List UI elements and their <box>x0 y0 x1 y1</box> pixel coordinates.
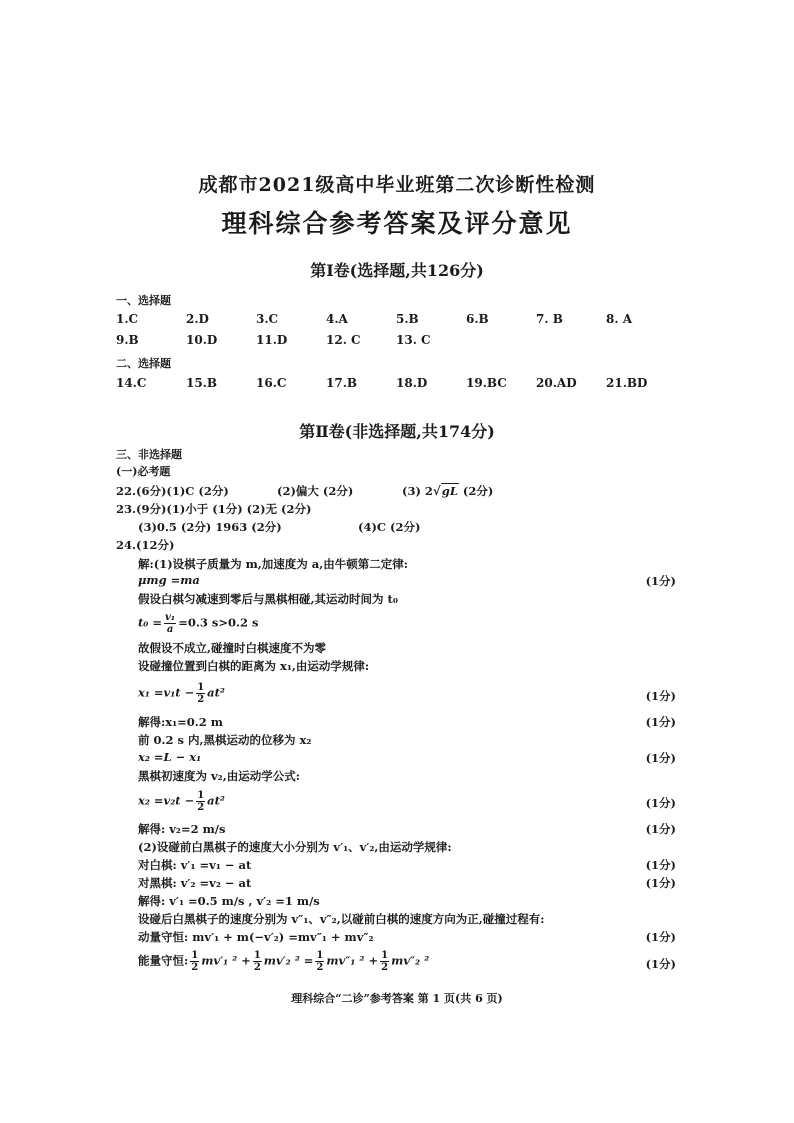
x1-rhs: at² <box>207 685 225 700</box>
answer-6: 6.B <box>466 312 489 326</box>
answer-16: 16.C <box>256 376 287 390</box>
q24-line-18: 设碰后白黑棋子的速度分别为 v″₁、v″₂,以碰前白棋的速度方向为正,碰撞过程有: <box>138 912 545 926</box>
score-7: (1分) <box>645 858 676 872</box>
q23-line-1: 23.(9分)(1)小于 (1分) (2)无 (2分) <box>116 502 312 516</box>
fraction-numerator: 1 <box>381 950 389 961</box>
q23-line-2b: (4)C (2分) <box>358 520 421 534</box>
q24-line-20 <box>138 950 429 973</box>
answer-17: 17.B <box>326 376 358 390</box>
sqrt-gl: gL <box>441 484 458 498</box>
answer-20: 20.AD <box>536 376 577 390</box>
t0-rhs: =0.3 s>0.2 s <box>178 615 259 630</box>
fraction-numerator: 1 <box>316 950 324 961</box>
q24-line-19: 动量守恒: mv′₁ + m(−v′₂) =mv″₁ + mv″₂ <box>138 930 374 944</box>
page-footer: 理科综合“二诊”参考答案 第 1 页(共 6 页) <box>291 992 503 1005</box>
fraction-denominator: 2 <box>191 962 199 973</box>
answer-4: 4.A <box>326 312 348 326</box>
score-4: (1分) <box>645 751 676 765</box>
q24-header: 24.(12分) <box>116 538 175 552</box>
score-9: (1分) <box>645 930 676 944</box>
answer-7: 7. B <box>536 312 563 326</box>
fraction-half <box>190 950 199 973</box>
q24-line-1: 解:(1)设棋子质量为 m,加速度为 a,由牛顿第二定律: <box>138 557 409 571</box>
q24-line-5: 故假设不成立,碰撞时白棋速度不为零 <box>138 641 327 655</box>
q24-line-14: (2)设碰前白黑棋子的速度大小分别为 v′₁、v′₂,由运动学规律: <box>138 840 452 854</box>
fraction-half <box>253 950 262 973</box>
answer-19: 19.BC <box>466 376 507 390</box>
section-three-label: 三、非选择题 <box>116 448 182 461</box>
energy-term-3: mv″₁ ² + <box>326 953 379 968</box>
answer-9: 9.B <box>116 333 139 347</box>
fraction-v1-over-a <box>164 612 176 635</box>
x1-lhs: x₁ =v₁t − <box>138 685 195 700</box>
fraction-numerator: v₁ <box>165 612 176 623</box>
score-1: (1分) <box>645 574 676 588</box>
answer-2: 2.D <box>186 312 209 326</box>
q24-line-11: 黑棋初速度为 v₂,由运动学公式: <box>138 769 300 783</box>
fraction-half <box>196 790 205 813</box>
q24-line-3: 假设白棋匀减速到零后与黑棋相碰,其运动时间为 t₀ <box>138 592 398 606</box>
answer-11: 11.D <box>256 333 288 347</box>
answer-15: 15.B <box>186 376 218 390</box>
q23-line-2a: (3)0.5 (2分) 1963 (2分) <box>138 520 282 534</box>
fraction-numerator: 1 <box>197 790 205 801</box>
part2-heading: 第Ⅱ卷(非选择题,共174分) <box>299 422 495 441</box>
q22-answer-3-score: (2分) <box>458 484 494 498</box>
q22-answer-1: 22.(6分)(1)C (2分) <box>116 484 229 498</box>
q24-line-2: μmg =ma <box>138 573 200 587</box>
score-6: (1分) <box>645 822 676 836</box>
fraction-denominator: 2 <box>197 694 205 705</box>
energy-term-4: mv″₂ ² <box>391 953 430 968</box>
q24-line-7 <box>138 682 225 705</box>
section-one-label: 一、选择题 <box>116 294 171 307</box>
q24-line-8: 解得:x₁=0.2 m <box>138 715 223 729</box>
fraction-denominator: a <box>166 624 174 635</box>
fraction-numerator: 1 <box>253 950 261 961</box>
t0-lhs: t₀ = <box>138 615 162 630</box>
answer-8: 8. A <box>606 312 633 326</box>
answer-12: 12. C <box>326 333 361 347</box>
q24-line-6: 设碰撞位置到白棋的距离为 x₁,由运动学规律: <box>138 659 370 673</box>
fraction-denominator: 2 <box>381 962 389 973</box>
energy-term-1: mv′₁ ² + <box>201 953 251 968</box>
answer-21: 21.BD <box>606 376 648 390</box>
q24-line-9: 前 0.2 s 内,黑棋运动的位移为 x₂ <box>138 733 312 747</box>
q22-answer-3-prefix: (3) 2 <box>402 484 433 498</box>
q24-line-15: 对白棋: v′₁ =v₁ − at <box>138 858 252 872</box>
answer-10: 10.D <box>186 333 218 347</box>
x2-rhs: at² <box>207 793 225 808</box>
fraction-denominator: 2 <box>253 962 261 973</box>
score-10: (1分) <box>645 957 676 971</box>
answer-1: 1.C <box>116 312 139 326</box>
answer-3: 3.C <box>256 312 279 326</box>
score-5: (1分) <box>645 796 676 810</box>
document-title-line1: 成都市2021级高中毕业班第二次诊断性检测 <box>198 174 596 196</box>
answer-5: 5.B <box>396 312 419 326</box>
score-2: (1分) <box>645 689 676 703</box>
required-questions-label: (一)必考题 <box>116 465 171 478</box>
q24-line-13: 解得: v₂=2 m/s <box>138 822 226 836</box>
fraction-half <box>315 950 324 973</box>
fraction-numerator: 1 <box>197 682 205 693</box>
fraction-denominator: 2 <box>197 802 205 813</box>
q24-line-16: 对黑棋: v′₂ =v₂ − at <box>138 876 252 890</box>
q22-answer-3: (3) 2√gL (2分) <box>402 484 494 498</box>
fraction-half <box>196 682 205 705</box>
fraction-numerator: 1 <box>191 950 199 961</box>
score-8: (1分) <box>645 876 676 890</box>
q24-line-12 <box>138 790 225 813</box>
answer-14: 14.C <box>116 376 147 390</box>
energy-term-2: mv′₂ ² = <box>263 953 314 968</box>
section-two-label: 二、选择题 <box>116 357 171 370</box>
fraction-denominator: 2 <box>316 962 324 973</box>
part1-heading: 第Ⅰ卷(选择题,共126分) <box>310 261 484 280</box>
q24-line-4 <box>138 612 258 635</box>
x2-lhs: x₂ =v₂t − <box>138 793 195 808</box>
answer-18: 18.D <box>396 376 428 390</box>
answer-13: 13. C <box>396 333 431 347</box>
score-3: (1分) <box>645 715 676 729</box>
q24-line-17: 解得: v′₁ =0.5 m/s , v′₂ =1 m/s <box>138 894 320 908</box>
energy-conservation-label: 能量守恒: <box>138 953 189 968</box>
q22-answer-2: (2)偏大 (2分) <box>277 484 354 498</box>
document-title-line2: 理科综合参考答案及评分意见 <box>221 209 573 238</box>
fraction-half <box>380 950 389 973</box>
q24-line-10: x₂ =L − x₁ <box>138 750 202 764</box>
